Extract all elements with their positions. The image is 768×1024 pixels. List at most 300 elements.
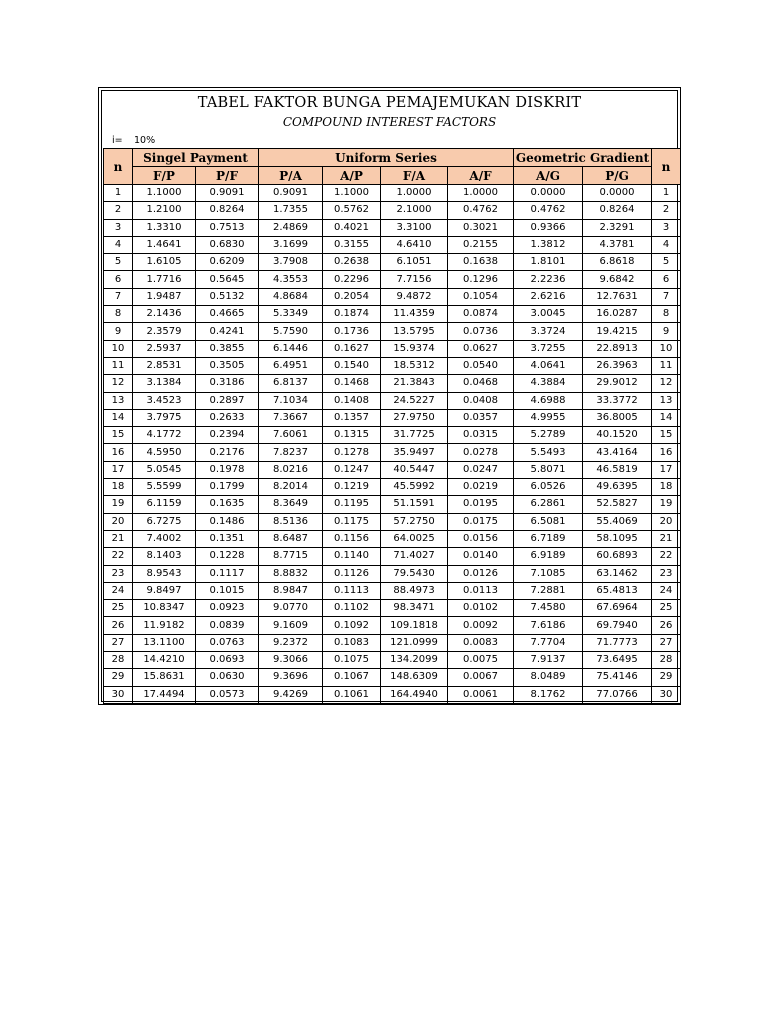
cell-ap: 0.1315 — [323, 427, 381, 444]
header-column-row — [104, 167, 681, 185]
cell-fp: 1.6105 — [133, 254, 196, 271]
cell-af: 0.0061 — [448, 686, 514, 703]
cell-af: 0.1638 — [448, 254, 514, 271]
cell-ag: 2.6216 — [514, 288, 583, 305]
cell-fp: 8.9543 — [133, 565, 196, 582]
cell-n-left: 24 — [104, 582, 133, 599]
cell-fa: 134.2099 — [381, 652, 448, 669]
cell-pg: 26.3963 — [583, 357, 652, 374]
cell-ag: 0.9366 — [514, 219, 583, 236]
n-header-left: n — [104, 149, 133, 185]
cell-fp: 11.9182 — [133, 617, 196, 634]
cell-af: 1.0000 — [448, 185, 514, 202]
cell-fa: 109.1818 — [381, 617, 448, 634]
cell-fa: 71.4027 — [381, 548, 448, 565]
cell-pf: 0.3186 — [196, 375, 259, 392]
cell-af: 0.0083 — [448, 634, 514, 651]
cell-af: 0.0736 — [448, 323, 514, 340]
table-row — [104, 496, 681, 513]
cell-ag: 4.6988 — [514, 392, 583, 409]
cell-fp: 13.1100 — [133, 634, 196, 651]
cell-fa: 51.1591 — [381, 496, 448, 513]
cell-n-right: 24 — [652, 582, 681, 599]
cell-pa: 6.4951 — [259, 357, 323, 374]
cell-n-left: 6 — [104, 271, 133, 288]
cell-fp: 3.7975 — [133, 409, 196, 426]
cell-fp: 4.5950 — [133, 444, 196, 461]
cell-ag: 7.1085 — [514, 565, 583, 582]
cell-ap: 0.1140 — [323, 548, 381, 565]
cell-af: 0.2155 — [448, 236, 514, 253]
cell-n-left: 21 — [104, 530, 133, 547]
cell-ap: 0.2054 — [323, 288, 381, 305]
cell-af: 0.4762 — [448, 202, 514, 219]
cell-pf: 0.7513 — [196, 219, 259, 236]
table-row — [104, 634, 681, 651]
cell-pg: 71.7773 — [583, 634, 652, 651]
cell-pa: 6.1446 — [259, 340, 323, 357]
cell-pf: 0.1486 — [196, 513, 259, 530]
table-row — [104, 444, 681, 461]
cell-fp: 2.5937 — [133, 340, 196, 357]
cell-pg: 6.8618 — [583, 254, 652, 271]
col-header-fp: F/P — [133, 167, 196, 185]
cell-ag: 4.9955 — [514, 409, 583, 426]
cell-n-right: 4 — [652, 236, 681, 253]
cell-pa: 8.7715 — [259, 548, 323, 565]
cell-fa: 98.3471 — [381, 600, 448, 617]
cell-pg: 67.6964 — [583, 600, 652, 617]
cell-af: 0.1296 — [448, 271, 514, 288]
cell-pa: 8.8832 — [259, 565, 323, 582]
cell-fp: 2.1436 — [133, 306, 196, 323]
table-row — [104, 565, 681, 582]
cell-fa: 9.4872 — [381, 288, 448, 305]
cell-fp: 14.4210 — [133, 652, 196, 669]
n-header-right: n — [652, 149, 681, 185]
cell-n-right: 10 — [652, 340, 681, 357]
cell-fa: 15.9374 — [381, 340, 448, 357]
cell-fa: 40.5447 — [381, 461, 448, 478]
interest-rate-value: 10% — [134, 135, 156, 146]
cell-ag: 7.7704 — [514, 634, 583, 651]
cell-n-left: 25 — [104, 600, 133, 617]
cell-pf: 0.1978 — [196, 461, 259, 478]
cell-pa: 7.8237 — [259, 444, 323, 461]
cell-n-left: 5 — [104, 254, 133, 271]
cell-ag: 7.4580 — [514, 600, 583, 617]
cell-af: 0.0219 — [448, 479, 514, 496]
cell-n-right: 1 — [652, 185, 681, 202]
cell-n-left: 3 — [104, 219, 133, 236]
cell-af: 0.0195 — [448, 496, 514, 513]
cell-n-right: 15 — [652, 427, 681, 444]
cell-af: 0.0126 — [448, 565, 514, 582]
cell-pg: 12.7631 — [583, 288, 652, 305]
cell-n-left: 10 — [104, 340, 133, 357]
cell-n-left: 2 — [104, 202, 133, 219]
cell-ag: 1.8101 — [514, 254, 583, 271]
cell-af: 0.0627 — [448, 340, 514, 357]
cell-n-left: 27 — [104, 634, 133, 651]
cell-pa: 0.9091 — [259, 185, 323, 202]
cell-fa: 64.0025 — [381, 530, 448, 547]
cell-n-right: 21 — [652, 530, 681, 547]
table-row — [104, 530, 681, 547]
cell-n-left: 4 — [104, 236, 133, 253]
cell-pg: 55.4069 — [583, 513, 652, 530]
group-geometric-gradient: Geometric Gradient — [514, 149, 652, 167]
cell-ap: 0.1408 — [323, 392, 381, 409]
cell-pa: 6.8137 — [259, 375, 323, 392]
cell-pa: 9.2372 — [259, 634, 323, 651]
cell-n-right: 23 — [652, 565, 681, 582]
cell-ap: 0.1113 — [323, 582, 381, 599]
cell-pf: 0.8264 — [196, 202, 259, 219]
cell-ap: 0.1736 — [323, 323, 381, 340]
cell-pg: 19.4215 — [583, 323, 652, 340]
cell-fa: 164.4940 — [381, 686, 448, 703]
cell-fp: 8.1403 — [133, 548, 196, 565]
cell-n-right: 5 — [652, 254, 681, 271]
cell-pa: 8.3649 — [259, 496, 323, 513]
page-title: TABEL FAKTOR BUNGA PEMAJEMUKAN DISKRIT — [197, 95, 582, 111]
header-group-row — [104, 149, 681, 167]
cell-pg: 43.4164 — [583, 444, 652, 461]
cell-n-left: 7 — [104, 288, 133, 305]
page-subtitle: COMPOUND INTEREST FACTORS — [282, 115, 497, 129]
table-row — [104, 652, 681, 669]
cell-pa: 8.9847 — [259, 582, 323, 599]
cell-ag: 7.6186 — [514, 617, 583, 634]
cell-pg: 40.1520 — [583, 427, 652, 444]
table-row — [104, 254, 681, 271]
cell-n-right: 7 — [652, 288, 681, 305]
cell-n-left: 11 — [104, 357, 133, 374]
cell-pg: 36.8005 — [583, 409, 652, 426]
cell-pa: 9.0770 — [259, 600, 323, 617]
cell-fp: 1.1000 — [133, 185, 196, 202]
cell-pf: 0.6830 — [196, 236, 259, 253]
cell-fa: 6.1051 — [381, 254, 448, 271]
cell-ap: 1.1000 — [323, 185, 381, 202]
cell-n-left: 13 — [104, 392, 133, 409]
cell-pf: 0.4665 — [196, 306, 259, 323]
cell-fp: 6.7275 — [133, 513, 196, 530]
cell-n-right: 27 — [652, 634, 681, 651]
cell-af: 0.0357 — [448, 409, 514, 426]
cell-pa: 5.3349 — [259, 306, 323, 323]
table-row — [104, 271, 681, 288]
cell-pg: 60.6893 — [583, 548, 652, 565]
cell-pa: 9.1609 — [259, 617, 323, 634]
table-row — [104, 357, 681, 374]
cell-n-right: 29 — [652, 669, 681, 686]
cell-n-left: 30 — [104, 686, 133, 703]
cell-fp: 2.3579 — [133, 323, 196, 340]
group-single-payment: Singel Payment — [133, 149, 259, 167]
cell-af: 0.0075 — [448, 652, 514, 669]
cell-af: 0.0278 — [448, 444, 514, 461]
cell-fa: 24.5227 — [381, 392, 448, 409]
cell-n-left: 16 — [104, 444, 133, 461]
cell-ag: 6.7189 — [514, 530, 583, 547]
cell-n-left: 14 — [104, 409, 133, 426]
group-uniform-series: Uniform Series — [259, 149, 514, 167]
cell-fp: 1.2100 — [133, 202, 196, 219]
cell-n-left: 20 — [104, 513, 133, 530]
cell-ag: 5.5493 — [514, 444, 583, 461]
cell-n-left: 29 — [104, 669, 133, 686]
table-row — [104, 548, 681, 565]
cell-n-right: 13 — [652, 392, 681, 409]
cell-ap: 0.2296 — [323, 271, 381, 288]
cell-n-right: 26 — [652, 617, 681, 634]
cell-n-right: 9 — [652, 323, 681, 340]
cell-pa: 4.8684 — [259, 288, 323, 305]
cell-n-left: 8 — [104, 306, 133, 323]
table-row — [104, 185, 681, 202]
cell-fa: 121.0999 — [381, 634, 448, 651]
cell-fp: 15.8631 — [133, 669, 196, 686]
cell-pg: 29.9012 — [583, 375, 652, 392]
cell-fa: 31.7725 — [381, 427, 448, 444]
cell-ap: 0.4021 — [323, 219, 381, 236]
cell-ag: 8.0489 — [514, 669, 583, 686]
cell-ap: 0.1083 — [323, 634, 381, 651]
cell-af: 0.0175 — [448, 513, 514, 530]
col-header-af: A/F — [448, 167, 514, 185]
compound-interest-table — [103, 148, 681, 704]
col-header-fa: F/A — [381, 167, 448, 185]
cell-n-right: 16 — [652, 444, 681, 461]
cell-pf: 0.1635 — [196, 496, 259, 513]
cell-pf: 0.1015 — [196, 582, 259, 599]
cell-ap: 0.1175 — [323, 513, 381, 530]
cell-af: 0.0540 — [448, 357, 514, 374]
interest-rate — [112, 135, 155, 146]
cell-n-right: 17 — [652, 461, 681, 478]
cell-af: 0.0092 — [448, 617, 514, 634]
table-row — [104, 392, 681, 409]
cell-pg: 69.7940 — [583, 617, 652, 634]
cell-pf: 0.0923 — [196, 600, 259, 617]
cell-fp: 1.9487 — [133, 288, 196, 305]
cell-pf: 0.0763 — [196, 634, 259, 651]
cell-ag: 8.1762 — [514, 686, 583, 703]
cell-ap: 0.1061 — [323, 686, 381, 703]
cell-pf: 0.1228 — [196, 548, 259, 565]
cell-ag: 6.9189 — [514, 548, 583, 565]
cell-ap: 0.3155 — [323, 236, 381, 253]
cell-pg: 22.8913 — [583, 340, 652, 357]
cell-pa: 9.3696 — [259, 669, 323, 686]
cell-ag: 7.9137 — [514, 652, 583, 669]
cell-pg: 4.3781 — [583, 236, 652, 253]
table-row — [104, 219, 681, 236]
cell-ag: 6.2861 — [514, 496, 583, 513]
cell-ap: 0.1874 — [323, 306, 381, 323]
table-row — [104, 409, 681, 426]
cell-n-right: 12 — [652, 375, 681, 392]
cell-fa: 57.2750 — [381, 513, 448, 530]
cell-ag: 6.5081 — [514, 513, 583, 530]
cell-n-right: 14 — [652, 409, 681, 426]
cell-pa: 9.4269 — [259, 686, 323, 703]
cell-ag: 3.7255 — [514, 340, 583, 357]
cell-ag: 0.4762 — [514, 202, 583, 219]
cell-pg: 65.4813 — [583, 582, 652, 599]
cell-af: 0.0408 — [448, 392, 514, 409]
table-row — [104, 479, 681, 496]
cell-n-right: 2 — [652, 202, 681, 219]
cell-pf: 0.1351 — [196, 530, 259, 547]
cell-af: 0.0315 — [448, 427, 514, 444]
cell-ap: 0.2638 — [323, 254, 381, 271]
cell-pg: 16.0287 — [583, 306, 652, 323]
cell-fp: 3.1384 — [133, 375, 196, 392]
cell-af: 0.0140 — [448, 548, 514, 565]
cell-pa: 8.6487 — [259, 530, 323, 547]
cell-pa: 2.4869 — [259, 219, 323, 236]
cell-n-left: 12 — [104, 375, 133, 392]
cell-fa: 2.1000 — [381, 202, 448, 219]
cell-ap: 0.1075 — [323, 652, 381, 669]
cell-ap: 0.1156 — [323, 530, 381, 547]
cell-pg: 73.6495 — [583, 652, 652, 669]
cell-pa: 5.7590 — [259, 323, 323, 340]
cell-ap: 0.1468 — [323, 375, 381, 392]
table-row — [104, 582, 681, 599]
cell-fp: 5.0545 — [133, 461, 196, 478]
cell-fa: 45.5992 — [381, 479, 448, 496]
cell-pf: 0.0630 — [196, 669, 259, 686]
cell-fp: 1.7716 — [133, 271, 196, 288]
cell-fa: 11.4359 — [381, 306, 448, 323]
cell-pf: 0.3855 — [196, 340, 259, 357]
col-header-ag: A/G — [514, 167, 583, 185]
cell-ag: 0.0000 — [514, 185, 583, 202]
cell-ag: 5.2789 — [514, 427, 583, 444]
cell-ag: 6.0526 — [514, 479, 583, 496]
cell-fa: 4.6410 — [381, 236, 448, 253]
cell-pa: 7.3667 — [259, 409, 323, 426]
table-row — [104, 600, 681, 617]
cell-pf: 0.9091 — [196, 185, 259, 202]
cell-pg: 49.6395 — [583, 479, 652, 496]
cell-pf: 0.2633 — [196, 409, 259, 426]
cell-fa: 21.3843 — [381, 375, 448, 392]
cell-ap: 0.1102 — [323, 600, 381, 617]
cell-n-left: 18 — [104, 479, 133, 496]
cell-ag: 5.8071 — [514, 461, 583, 478]
cell-pf: 0.2897 — [196, 392, 259, 409]
cell-fp: 9.8497 — [133, 582, 196, 599]
table-row — [104, 202, 681, 219]
cell-fp: 1.4641 — [133, 236, 196, 253]
cell-fa: 88.4973 — [381, 582, 448, 599]
col-header-pg: P/G — [583, 167, 652, 185]
cell-fa: 148.6309 — [381, 669, 448, 686]
cell-af: 0.0156 — [448, 530, 514, 547]
cell-pf: 0.0839 — [196, 617, 259, 634]
table-row — [104, 669, 681, 686]
cell-fa: 18.5312 — [381, 357, 448, 374]
cell-ag: 7.2881 — [514, 582, 583, 599]
cell-pf: 0.6209 — [196, 254, 259, 271]
cell-ap: 0.1195 — [323, 496, 381, 513]
col-header-pf: P/F — [196, 167, 259, 185]
cell-ag: 3.0045 — [514, 306, 583, 323]
cell-fp: 4.1772 — [133, 427, 196, 444]
cell-pa: 4.3553 — [259, 271, 323, 288]
table-row — [104, 375, 681, 392]
cell-ap: 0.5762 — [323, 202, 381, 219]
cell-n-left: 22 — [104, 548, 133, 565]
cell-n-left: 28 — [104, 652, 133, 669]
cell-ap: 0.1092 — [323, 617, 381, 634]
cell-ap: 0.1357 — [323, 409, 381, 426]
cell-pg: 46.5819 — [583, 461, 652, 478]
cell-af: 0.0468 — [448, 375, 514, 392]
cell-n-right: 19 — [652, 496, 681, 513]
cell-ag: 4.0641 — [514, 357, 583, 374]
cell-n-left: 23 — [104, 565, 133, 582]
cell-n-right: 20 — [652, 513, 681, 530]
interest-rate-label: i= — [112, 135, 123, 146]
cell-n-right: 6 — [652, 271, 681, 288]
cell-fa: 27.9750 — [381, 409, 448, 426]
table-row — [104, 617, 681, 634]
cell-pg: 0.8264 — [583, 202, 652, 219]
cell-pa: 3.7908 — [259, 254, 323, 271]
cell-n-left: 1 — [104, 185, 133, 202]
cell-pg: 77.0766 — [583, 686, 652, 703]
table-row — [104, 288, 681, 305]
cell-af: 0.0247 — [448, 461, 514, 478]
cell-pf: 0.2176 — [196, 444, 259, 461]
cell-pf: 0.1799 — [196, 479, 259, 496]
cell-fp: 3.4523 — [133, 392, 196, 409]
cell-ag: 2.2236 — [514, 271, 583, 288]
cell-pf: 0.2394 — [196, 427, 259, 444]
col-header-pa: P/A — [259, 167, 323, 185]
cell-af: 0.1054 — [448, 288, 514, 305]
cell-ap: 0.1126 — [323, 565, 381, 582]
cell-ap: 0.1540 — [323, 357, 381, 374]
cell-fp: 1.3310 — [133, 219, 196, 236]
cell-ap: 0.1278 — [323, 444, 381, 461]
cell-fa: 35.9497 — [381, 444, 448, 461]
cell-pf: 0.3505 — [196, 357, 259, 374]
cell-pf: 0.0573 — [196, 686, 259, 703]
cell-fa: 3.3100 — [381, 219, 448, 236]
table-body — [104, 185, 681, 704]
cell-fp: 10.8347 — [133, 600, 196, 617]
cell-n-right: 30 — [652, 686, 681, 703]
cell-fp: 2.8531 — [133, 357, 196, 374]
cell-fp: 7.4002 — [133, 530, 196, 547]
cell-fa: 7.7156 — [381, 271, 448, 288]
cell-pa: 1.7355 — [259, 202, 323, 219]
cell-n-left: 19 — [104, 496, 133, 513]
cell-pa: 8.5136 — [259, 513, 323, 530]
cell-n-right: 28 — [652, 652, 681, 669]
cell-pg: 9.6842 — [583, 271, 652, 288]
table-row — [104, 323, 681, 340]
cell-n-right: 3 — [652, 219, 681, 236]
cell-fp: 6.1159 — [133, 496, 196, 513]
